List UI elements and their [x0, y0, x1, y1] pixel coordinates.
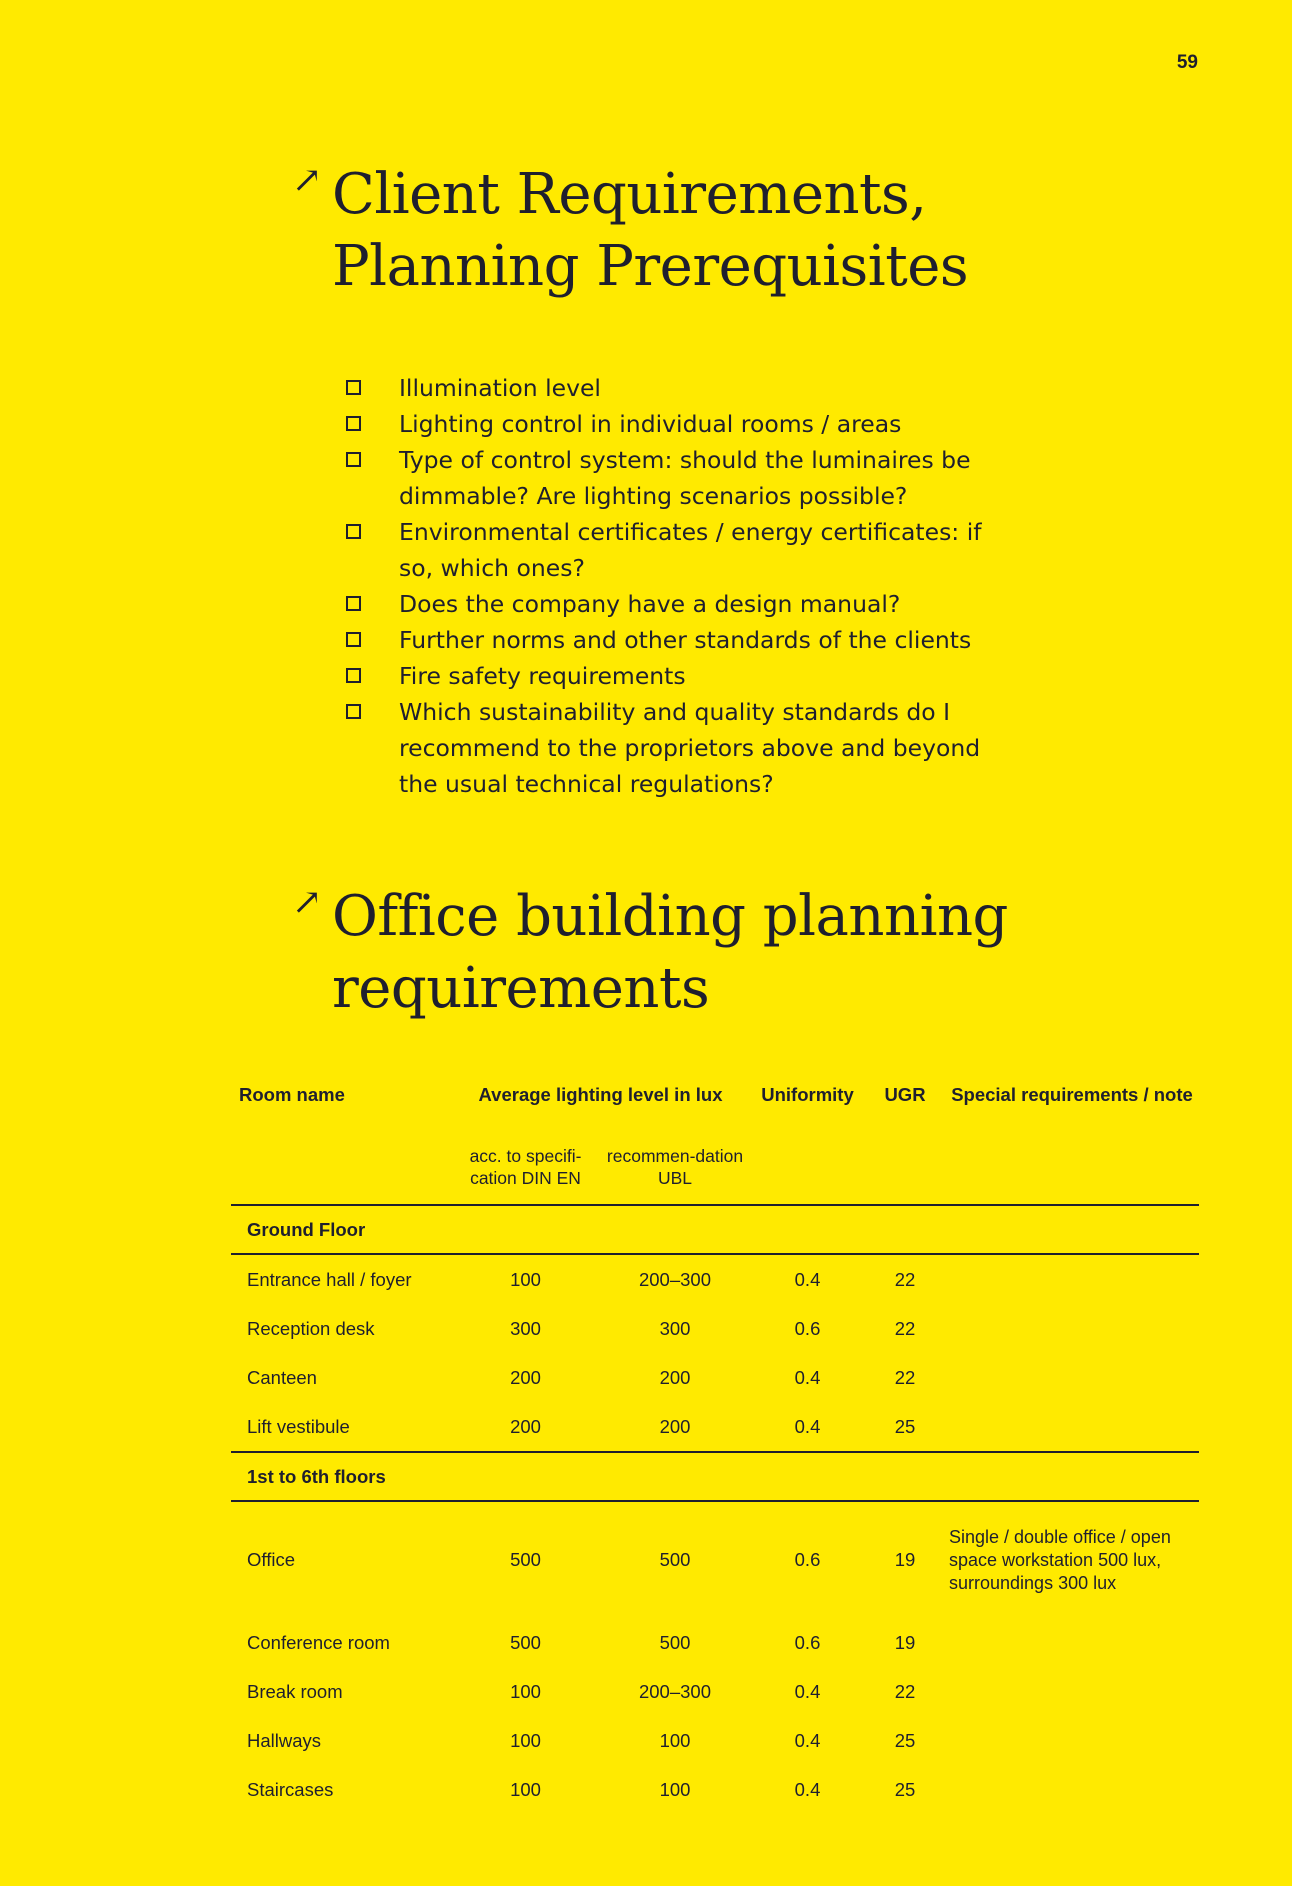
table-row	[231, 1618, 1199, 1667]
cell-ugr: 25	[894, 1778, 916, 1800]
cell-uniformity: 0.4	[794, 1415, 821, 1437]
col-header-lighting-level: Average lighting level in lux	[478, 1084, 723, 1105]
section-title-client-requirements	[292, 159, 968, 303]
cell-spec: 100	[510, 1680, 541, 1702]
cell-spec: 100	[510, 1729, 541, 1751]
cell-note	[945, 1304, 1199, 1353]
cell-room: Conference room	[247, 1631, 390, 1653]
cell-rec: 100	[659, 1729, 691, 1751]
table-row	[231, 1765, 1199, 1814]
checklist-item	[346, 694, 986, 802]
checkbox-icon[interactable]	[346, 668, 361, 683]
cell-rec: 200–300	[638, 1680, 712, 1702]
cell-uniformity: 0.6	[794, 1631, 821, 1653]
checklist-item-label: Illumination level	[399, 374, 601, 402]
cell-ugr: 19	[894, 1549, 916, 1570]
cell-room: Staircases	[247, 1778, 334, 1800]
cell-room: Lift vestibule	[247, 1415, 350, 1437]
page-number: 59	[1176, 52, 1198, 73]
table-row	[231, 1402, 1199, 1452]
checkbox-icon[interactable]	[346, 704, 361, 719]
cell-spec: 500	[510, 1631, 541, 1653]
checklist-item	[346, 586, 986, 622]
checklist-item	[346, 442, 986, 514]
checklist-item-label: Environmental certificates / energy certificates: if so, which ones?	[399, 518, 982, 582]
checklist-item	[346, 658, 986, 694]
cell-spec: 200	[510, 1415, 541, 1437]
table-row	[231, 1501, 1199, 1618]
lighting-requirements-table	[231, 1080, 1199, 1814]
cell-rec: 200–300	[638, 1268, 712, 1290]
checklist-item	[346, 370, 986, 406]
checkbox-icon[interactable]	[346, 596, 361, 611]
subheader-recommendation: recommen-dation UBL	[606, 1146, 744, 1188]
table-row	[231, 1353, 1199, 1402]
checklist-item	[346, 514, 986, 586]
cell-ugr: 25	[894, 1415, 916, 1437]
checklist-item	[346, 622, 986, 658]
checklist-item-label: Lighting control in individual rooms / areas	[399, 410, 902, 438]
title-line: Client Requirements,	[332, 162, 927, 227]
checklist-item-label: Type of control system: should the luminaires be dimmable? Are lighting scenarios possible?	[399, 446, 971, 510]
cell-uniformity: 0.6	[794, 1317, 821, 1339]
table-row	[231, 1254, 1199, 1304]
col-header-ugr: UGR	[884, 1084, 926, 1105]
cell-note	[945, 1353, 1199, 1402]
title-line: Office building planning	[332, 884, 1008, 949]
col-header-room-name: Room name	[239, 1084, 345, 1105]
cell-note	[945, 1402, 1199, 1452]
checklist-item-label: Further norms and other standards of the clients	[399, 626, 972, 654]
requirements-checklist	[346, 370, 986, 802]
cell-rec: 200	[659, 1415, 691, 1437]
checklist-item	[346, 406, 986, 442]
cell-room: Entrance hall / foyer	[247, 1268, 412, 1290]
cell-uniformity: 0.4	[794, 1680, 821, 1702]
checkbox-icon[interactable]	[346, 632, 361, 647]
arrow-up-right-icon: ↗	[292, 882, 322, 923]
cell-spec: 100	[510, 1268, 541, 1290]
checkbox-icon[interactable]	[346, 524, 361, 539]
cell-note: Single / double office / open space workstation 500 lux, surroundings 300 lux	[949, 1526, 1171, 1593]
checkbox-icon[interactable]	[346, 380, 361, 395]
cell-note	[945, 1667, 1199, 1716]
cell-uniformity: 0.4	[794, 1268, 821, 1290]
cell-ugr: 22	[894, 1680, 916, 1702]
section-title-office-planning	[292, 881, 1008, 1025]
cell-room: Break room	[247, 1680, 343, 1702]
cell-rec: 300	[659, 1317, 691, 1339]
cell-spec: 300	[510, 1317, 541, 1339]
cell-ugr: 22	[894, 1366, 916, 1388]
title-line: requirements	[332, 956, 710, 1021]
cell-uniformity: 0.4	[794, 1729, 821, 1751]
cell-rec: 500	[659, 1631, 691, 1653]
arrow-up-right-icon: ↗	[292, 160, 322, 201]
col-header-special-requirements: Special requirements / note	[951, 1084, 1193, 1105]
table-section-row	[231, 1205, 1199, 1254]
table-row	[231, 1716, 1199, 1765]
cell-note	[945, 1716, 1199, 1765]
cell-spec: 200	[510, 1366, 541, 1388]
cell-rec: 100	[659, 1778, 691, 1800]
cell-ugr: 19	[894, 1631, 916, 1653]
checklist-item-label: Fire safety requirements	[399, 662, 686, 690]
section-name: Ground Floor	[247, 1218, 366, 1240]
cell-uniformity: 0.6	[794, 1549, 821, 1570]
table-row	[231, 1304, 1199, 1353]
col-header-uniformity: Uniformity	[761, 1084, 854, 1105]
cell-room: Canteen	[247, 1366, 317, 1388]
cell-ugr: 22	[894, 1268, 916, 1290]
cell-ugr: 25	[894, 1729, 916, 1751]
cell-spec: 500	[510, 1549, 541, 1570]
cell-rec: 500	[659, 1549, 691, 1570]
title-line: Planning Prerequisites	[332, 234, 969, 299]
cell-room: Hallways	[247, 1729, 322, 1751]
cell-room: Reception desk	[247, 1317, 375, 1339]
section-name: 1st to 6th floors	[247, 1465, 386, 1487]
cell-note	[945, 1618, 1199, 1667]
cell-note	[945, 1765, 1199, 1814]
cell-room: Office	[247, 1549, 295, 1570]
cell-note	[945, 1254, 1199, 1304]
table-header-row	[231, 1080, 1199, 1144]
cell-ugr: 22	[894, 1317, 916, 1339]
cell-rec: 200	[659, 1366, 691, 1388]
checklist-item-label: Does the company have a design manual?	[399, 590, 901, 618]
checkbox-icon[interactable]	[346, 416, 361, 431]
table-row	[231, 1667, 1199, 1716]
cell-spec: 100	[510, 1778, 541, 1800]
cell-uniformity: 0.4	[794, 1778, 821, 1800]
table-section-row	[231, 1452, 1199, 1501]
cell-uniformity: 0.4	[794, 1366, 821, 1388]
checkbox-icon[interactable]	[346, 452, 361, 467]
subheader-spec: acc. to specifi-cation DIN EN	[469, 1146, 582, 1188]
checklist-item-label: Which sustainability and quality standards do I recommend to the proprietors above and beyond the usual technical regulations?	[399, 698, 981, 798]
table-subheader-row	[231, 1144, 1199, 1205]
